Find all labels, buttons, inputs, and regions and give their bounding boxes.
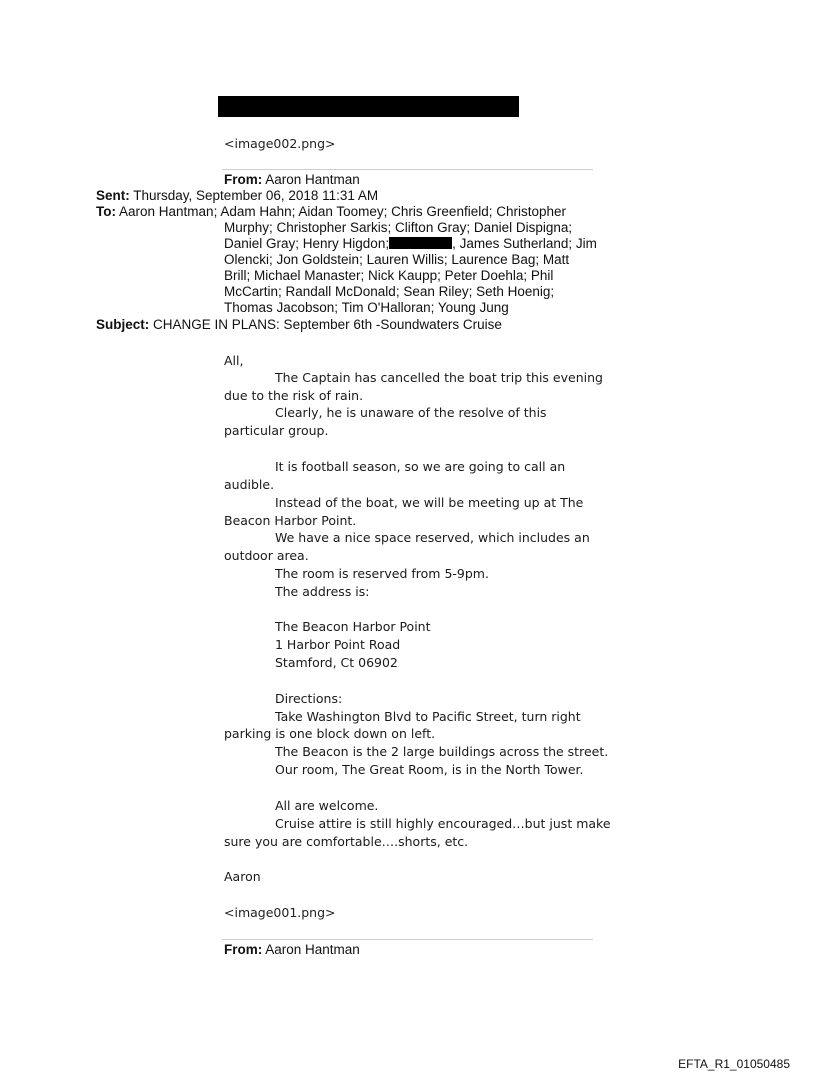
body-line: Our room, The Great Room, is in the North Tower. [275,762,584,777]
from-line [224,172,360,188]
subject-line [96,317,502,333]
body-line: Take Washington Blvd to Pacific Street, turn right [275,709,581,724]
to-line-3 [224,236,597,252]
image-placeholder-bottom: <image001.png> [224,905,336,920]
address-line: Stamford, Ct 06902 [275,655,398,670]
header-divider [222,939,593,940]
to-line-5: Brill; Michael Manaster; Nick Kaupp; Peter Doehla; Phil [224,268,554,283]
body-line: All are welcome. [275,798,379,813]
body-line: audible. [224,477,275,492]
from-value: Aaron Hantman [265,942,360,957]
header-divider [222,169,593,170]
body-line: We have a nice space reserved, which includes an [275,530,590,545]
signature: Aaron [224,869,261,884]
to-recipients: Daniel Gray; Henry Higdon; [224,236,390,251]
subject-label: Subject: [96,317,150,332]
from-value: Aaron Hantman [265,172,360,187]
subject-value: CHANGE IN PLANS: September 6th -Soundwaters Cruise [153,317,502,332]
to-line-2: Murphy; Christopher Sarkis; Clifton Gray; Daniel Dispigna; [224,220,573,235]
inline-redaction [389,237,452,249]
body-line: Clearly, he is unaware of the resolve of this [275,405,547,420]
to-recipients: Aaron Hantman; Adam Hahn; Aidan Toomey; Chris Greenfield; Christopher [119,204,566,219]
sent-label: Sent: [96,188,130,203]
to-recipients: , James Sutherland; Jim [452,236,597,251]
body-line: The room is reserved from 5-9pm. [275,566,489,581]
body-line: Directions: [275,691,343,706]
body-line: particular group. [224,423,329,438]
from-label: From: [224,172,263,187]
next-from-line [224,942,360,958]
to-line-4: Olencki; Jon Goldstein; Lauren Willis; Laurence Bag; Matt [224,252,570,267]
body-line: sure you are comfortable….shorts, etc. [224,834,469,849]
body-line: The Beacon is the 2 large buildings across the street. [275,744,609,759]
sent-line [96,188,378,204]
from-label: From: [224,942,263,957]
body-line: Cruise attire is still highly encouraged…but just make [275,816,611,831]
to-line-1 [96,204,566,220]
to-label: To: [96,204,116,219]
address-line: The Beacon Harbor Point [275,619,431,634]
body-line: due to the risk of rain. [224,388,364,403]
body-line: parking is one block down on left. [224,726,436,741]
sent-value: Thursday, September 06, 2018 11:31 AM [133,188,379,203]
body-line: Beacon Harbor Point. [224,513,357,528]
redaction-bar [218,96,519,117]
body-line: The Captain has cancelled the boat trip this evening [275,370,603,385]
image-placeholder-top: <image002.png> [224,136,336,151]
body-line: All, [224,353,244,368]
body-line: It is football season, so we are going to call an [275,459,566,474]
to-line-6: McCartin; Randall McDonald; Sean Riley; Seth Hoenig; [224,284,555,299]
to-line-7: Thomas Jacobson; Tim O'Halloran; Young Jung [224,300,509,315]
body-line: outdoor area. [224,548,309,563]
address-line: 1 Harbor Point Road [275,637,401,652]
document-id: EFTA_R1_01050485 [678,1057,790,1071]
body-line: Instead of the boat, we will be meeting up at The [275,495,584,510]
body-line: The address is: [275,584,370,599]
